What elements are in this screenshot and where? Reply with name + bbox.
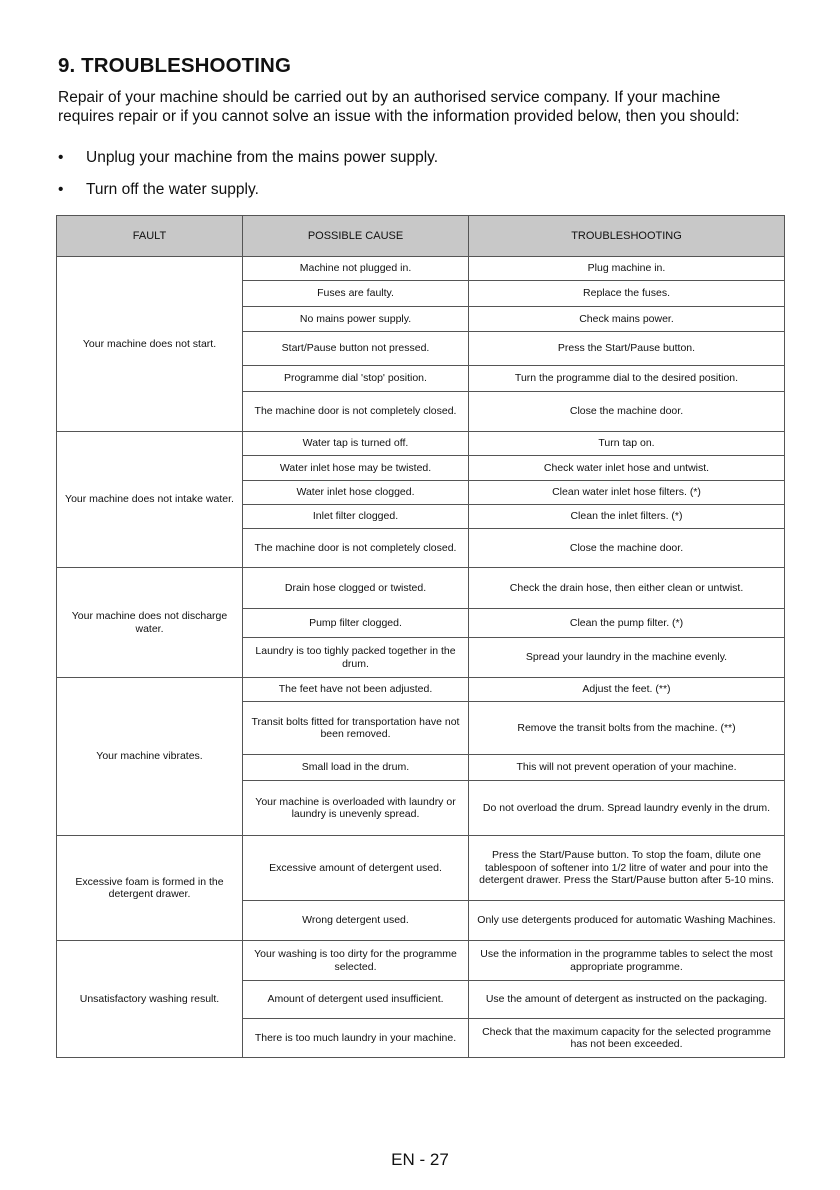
bullet-dot: •: [58, 149, 64, 166]
fix-cell: Check mains power.: [469, 307, 785, 332]
cause-cell: Water tap is turned off.: [243, 432, 469, 456]
table-row: [57, 568, 785, 609]
cause-cell: Your machine is overloaded with laundry or laundry is unevenly spread.: [243, 781, 469, 836]
troubleshooting-table: [56, 215, 785, 1058]
table-row: [57, 941, 785, 981]
cause-cell: Machine not plugged in.: [243, 257, 469, 281]
bullet-item: [58, 180, 259, 199]
cause-cell: Water inlet hose clogged.: [243, 481, 469, 505]
cause-cell: Amount of detergent used insufficient.: [243, 981, 469, 1019]
cause-cell: No mains power supply.: [243, 307, 469, 332]
cause-cell: The machine door is not completely closed.: [243, 392, 469, 432]
fault-cell: Your machine vibrates.: [57, 678, 243, 836]
cause-cell: Small load in the drum.: [243, 755, 469, 781]
table-header-row: [57, 216, 785, 257]
cause-cell: Programme dial 'stop' position.: [243, 366, 469, 392]
cause-cell: There is too much laundry in your machine.: [243, 1019, 469, 1058]
intro-paragraph: Repair of your machine should be carried out by an authorised service company. If your machine requires repair or if you cannot solve an issue with the information provided below, then you should:: [58, 89, 740, 125]
cause-cell: Drain hose clogged or twisted.: [243, 568, 469, 609]
fix-cell: Plug machine in.: [469, 257, 785, 281]
fix-cell: This will not prevent operation of your machine.: [469, 755, 785, 781]
header-troubleshooting: TROUBLESHOOTING: [469, 216, 785, 257]
fix-cell: Turn tap on.: [469, 432, 785, 456]
fault-cell: Your machine does not discharge water.: [57, 568, 243, 678]
fault-cell: Unsatisfactory washing result.: [57, 941, 243, 1058]
fix-cell: Check that the maximum capacity for the selected programme has not been exceeded.: [469, 1019, 785, 1058]
fault-cell: Your machine does not start.: [57, 257, 243, 432]
fault-cell: Your machine does not intake water.: [57, 432, 243, 568]
header-possible-cause: POSSIBLE CAUSE: [243, 216, 469, 257]
fix-cell: Press the Start/Pause button. To stop the foam, dilute one tablespoon of softener into 1/2 litre of water and pour into the detergent drawer. Press the Start/Pause button after 5-10 mins.: [469, 836, 785, 901]
table-row: [57, 257, 785, 281]
table-row: [57, 678, 785, 702]
table-row: [57, 836, 785, 901]
bullet-dot: •: [58, 181, 64, 198]
fix-cell: Use the amount of detergent as instructed on the packaging.: [469, 981, 785, 1019]
section-heading: 9. TROUBLESHOOTING: [58, 54, 292, 77]
cause-cell: Your washing is too dirty for the programme selected.: [243, 941, 469, 981]
cause-cell: Transit bolts fitted for transportation have not been removed.: [243, 702, 469, 755]
cause-cell: The feet have not been adjusted.: [243, 678, 469, 702]
fix-cell: Use the information in the programme tables to select the most appropriate programme.: [469, 941, 785, 981]
fix-cell: Turn the programme dial to the desired position.: [469, 366, 785, 392]
cause-cell: Inlet filter clogged.: [243, 505, 469, 529]
fault-cell: Excessive foam is formed in the detergent drawer.: [57, 836, 243, 941]
fix-cell: Press the Start/Pause button.: [469, 332, 785, 366]
cause-cell: The machine door is not completely closed.: [243, 529, 469, 568]
cause-cell: Wrong detergent used.: [243, 901, 469, 941]
fix-cell: Close the machine door.: [469, 392, 785, 432]
cause-cell: Excessive amount of detergent used.: [243, 836, 469, 901]
fix-cell: Close the machine door.: [469, 529, 785, 568]
cause-cell: Water inlet hose may be twisted.: [243, 456, 469, 481]
fix-cell: Clean water inlet hose filters. (*): [469, 481, 785, 505]
fix-cell: Only use detergents produced for automatic Washing Machines.: [469, 901, 785, 941]
fix-cell: Clean the inlet filters. (*): [469, 505, 785, 529]
header-fault: FAULT: [57, 216, 243, 257]
fix-cell: Check the drain hose, then either clean or untwist.: [469, 568, 785, 609]
fix-cell: Do not overload the drum. Spread laundry evenly in the drum.: [469, 781, 785, 836]
fix-cell: Adjust the feet. (**): [469, 678, 785, 702]
fix-cell: Clean the pump filter. (*): [469, 609, 785, 638]
fix-cell: Check water inlet hose and untwist.: [469, 456, 785, 481]
cause-cell: Start/Pause button not pressed.: [243, 332, 469, 366]
page-number: EN - 27: [391, 1150, 449, 1169]
table-row: [57, 432, 785, 456]
fix-cell: Remove the transit bolts from the machine. (**): [469, 702, 785, 755]
bullet-item: [58, 148, 438, 167]
bullet-text: Turn off the water supply.: [86, 181, 259, 198]
cause-cell: Pump filter clogged.: [243, 609, 469, 638]
cause-cell: Laundry is too tighly packed together in the drum.: [243, 638, 469, 678]
fix-cell: Spread your laundry in the machine evenly.: [469, 638, 785, 678]
bullet-text: Unplug your machine from the mains power supply.: [86, 149, 439, 166]
cause-cell: Fuses are faulty.: [243, 281, 469, 307]
fix-cell: Replace the fuses.: [469, 281, 785, 307]
